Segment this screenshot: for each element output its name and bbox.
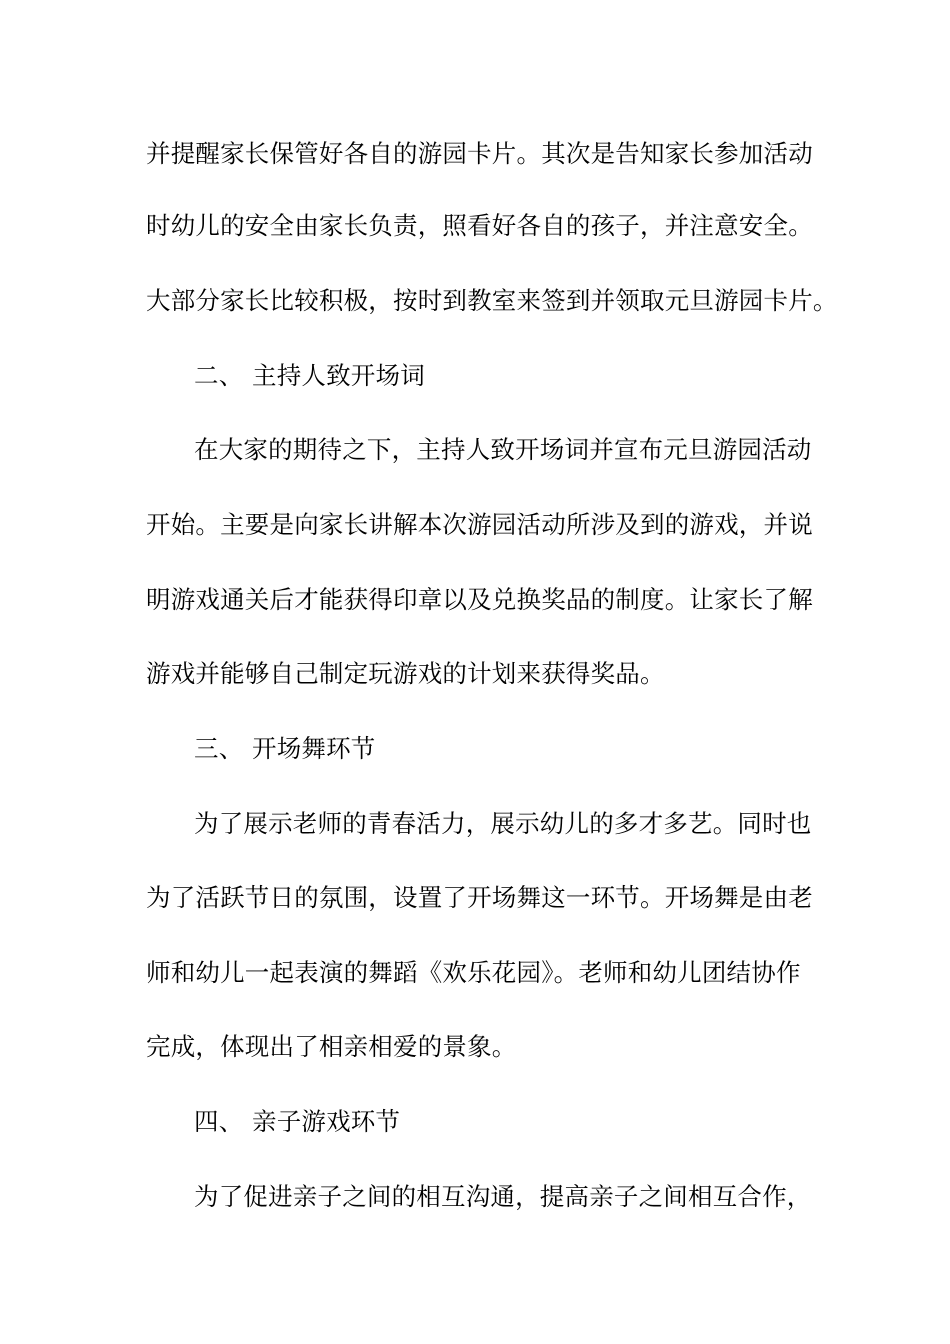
paragraph-line: 时幼儿的安全由家长负责，照看好各自的孩子，并注意安全。 <box>146 211 813 240</box>
section-heading-3 <box>194 733 854 765</box>
section-title: 主持人致开场词 <box>252 361 425 390</box>
paragraph-line: 在大家的期待之下，主持人致开场词并宣布元旦游园活动 <box>194 435 812 464</box>
section-heading-4 <box>194 1106 854 1138</box>
paragraph-line: 开始。主要是向家长讲解本次游园活动所涉及到的游戏，并说 <box>146 510 813 539</box>
paragraph-line: 并提醒家长保管好各自的游园卡片。其次是告知家长参加活动 <box>146 139 813 168</box>
paragraph-line: 完成，体现出了相亲相爱的景象。 <box>146 1032 517 1061</box>
section-title: 亲子游戏环节 <box>252 1107 401 1136</box>
paragraph-line: 师和幼儿一起表演的舞蹈《欢乐花园》。老师和幼儿团结协作 <box>146 958 801 987</box>
section-number: 三、 <box>194 734 244 763</box>
paragraph-line: 为了展示老师的青春活力，展示幼儿的多才多艺。同时也 <box>194 809 812 838</box>
section-heading-2 <box>194 360 854 392</box>
paragraph-line: 大部分家长比较积极，按时到教室来签到并领取元旦游园卡片。 <box>146 286 838 315</box>
paragraph-line: 为了活跃节日的氛围，设置了开场舞这一环节。开场舞是由老 <box>146 883 813 912</box>
section-number: 二、 <box>194 361 244 390</box>
section-number: 四、 <box>194 1107 244 1136</box>
paragraph-line: 为了促进亲子之间的相互沟通，提高亲子之间相互合作， <box>194 1182 812 1211</box>
section-title: 开场舞环节 <box>252 734 376 763</box>
paragraph-line: 游戏并能够自己制定玩游戏的计划来获得奖品。 <box>146 659 665 688</box>
paragraph-line: 明游戏通关后才能获得印章以及兑换奖品的制度。让家长了解 <box>146 585 813 614</box>
